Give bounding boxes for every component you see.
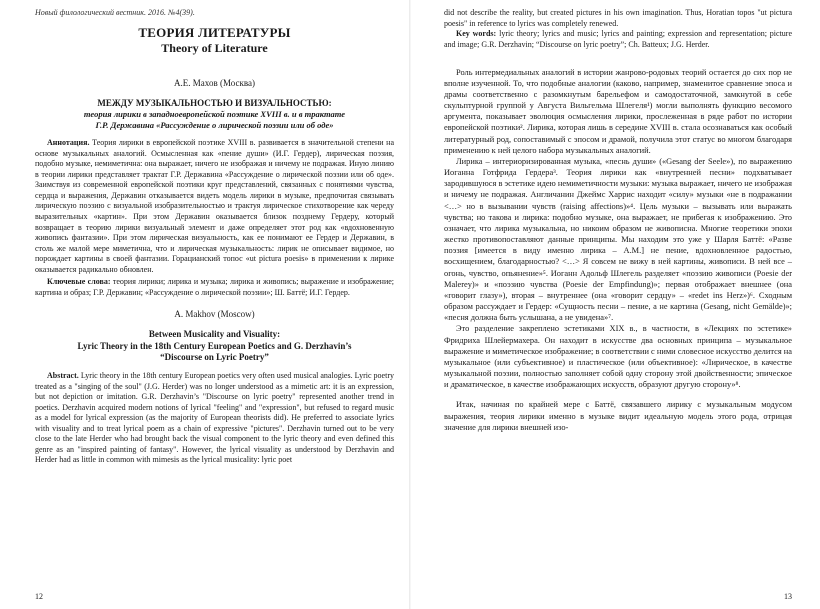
body-paragraph-3: Это разделение закреплено эстетиками XIX в., в частности, в «Лекциях по эстетике» Фридриха Шлейермахера. Он находит в искусстве два основных принципа – музыкальное выражение и миметическое изображение; в соответствии с ними словесное искусство делится на музыкальное (или субъективное) и пластическое (или объективное): «Лирическое, в качестве музыкальной поэзии, полностью заполняет собой одну сторону этой двойственности; эпическое и драматическое, в качестве изображающих искусств, образуют другую сторону»⁸. <box>444 324 792 390</box>
abstract-en <box>35 371 394 466</box>
article-title-en-2: Lyric Theory in the 18th Century European Poetics and G. Derzhavin’s <box>77 340 352 351</box>
abstract-en-continuation-block <box>444 8 792 51</box>
article-title-en-3: “Discourse on Lyric Poetry” <box>160 351 269 362</box>
abstract-en-continuation: did not describe the reality, but created pictures in his own imagination. Thus, Horatian topos "ut pictura poesis" in reference to lyrics was completely renewed. <box>444 8 792 28</box>
abstract-en-label: Abstract. <box>47 371 79 381</box>
article-title-en-1: Between Musicality and Visuality: <box>148 329 281 340</box>
section-subtitle: Theory of Literature <box>161 41 268 56</box>
abstract-ru <box>35 138 394 275</box>
running-head: Новый филологический вестник. 2016. №4(39). <box>35 8 195 17</box>
abstract-en-text: Lyric theory in the 18th century European poetics very often used musical analogies. Lyric poetry treated as a "singing of the soul" (J.G. Herder) was no longer understood as a mimetic art: it is an expression, but not depiction or imitation. G.R. Derzhavin’s "Discourse on lyric poetry" represented another trend in poetics. Derzhavin acquired modern notions of lyrical "feeling" and "expression", but refused to regard music as a model for lyrical expression (as the majority of European theorists did). He preferred to associate lyrics with visuality and to treat lyrical poem as a chain of expressive "pictures". Derzhavin turned out to be very close to the late Herder who had brought back the visual component to the lyric theory and even defined this genre as an "inspired painting of fantasy". However, the lyrical visuality as understood by Derzhavin and Herder had as little in common with mimesis as the lyrical musicality: lyric poet <box>35 371 394 465</box>
keywords-ru-text: теория лирики; лирика и музыка; лирика и живопись; выражение и изображение; картина и образ; Г.Р. Державин; «Рассуждение о лирической поэзии»; Ш. Баттё; И.Г. Гердер. <box>35 277 394 297</box>
abstract-ru-text: Теория лирики в европейской поэтике XVIII в. развивается в значительной степени на основе музыкальных аналогий. Осмысленная как «пение души» (И.Г. Гердер), лирическая поэзия, подобно музыке, немиметична: она выражает, ничего не изображая и ничему не подражая. Иную линию в теории лирики представляет трактат Г.Р. Державина «Рассуждение о лирической поэзии или об оде». Заимствуя из современной европейской поэтики круг представлений, связанных с понятиями чувства, сердца и выражения, Державин отказывается видеть модель лирики в музыке, предпочитая связывать лирическую поэзию с визуальной изобразительностью и трактуя лирическое стихотворение как череду выразительных «картин». При этом Державин оказывается близок позднему Гердеру, который возвращает в теорию лирики визуальный элемент и даже определяет этот род как «вдохновенную живопись фантазии». При этом лирическая визуальность, как ее понимают ее Гердер и Державин, в столь же малой мере миметична, что и лирическая музыкальность: лирик не описывает видимое, но порождает картины в своей фантазии. Горацианский топос «ut pictura poesis» в применении к лирике оказывается радикально обновлен. <box>35 138 394 274</box>
keywords-ru-label: Ключевые слова: <box>47 277 111 287</box>
keywords-en-text: lyric theory; lyrics and music; lyrics and painting; expression and representation; picture and image; G.R. Derzhavin; “Discourse on lyric poetry”; Ch. Batteux; J.G. Herder. <box>444 29 793 49</box>
body-paragraph-4: Итак, начиная по крайней мере с Баттё, связавшего лирику с музыкальным модусом выражения, теория лирики именно в музыке видит идеальную модель этого рода, отрицая значение для лирики внешней изо- <box>444 400 792 432</box>
right-page <box>410 0 820 609</box>
keywords-en <box>444 29 792 50</box>
page-number-right: 13 <box>784 592 792 601</box>
article-subtitle-ru-1: теория лирики в западноевропейской поэтике XVIII в. и в трактате <box>83 108 346 119</box>
section-title: ТЕОРИЯ ЛИТЕРАТУРЫ <box>138 25 291 40</box>
body-paragraph-2: Лирика – интериоризированная музыка, «песнь души» («Gesang der Seele»), по выражению Иоганна Готфрида Гердера³. Теория лирики как «внутренней песни» подхватывает зародившуюся в эстетике идею немиметичности музыки: музыка выражает, ничего не изображая и ничему не подражая. Англичанин Джеймс Харрис находит «силу» музыки «не в подражании <…> но в вызывании чувств (raising affections)»⁴. Цель музыки – вызывать или выражать чувства; но такова и лирика: подобно музыке, она выражает, не прибегая к изображению. Это означает, что лирика музыкальна, но никоим образом не живописна. Многие теоретики эпохи жестко противопоставляют данные принципы. Мы находим это уже у Шарля Баттё: «Разве поэзия [имеется в виду именно лирика – А.М.] не пение, вдохновленное радостью, восхищением, благодарностью? <…> Я совсем не вижу в ней картины, живописи. В ней все – огонь, чувство, опьянение»⁵. Иоганн Адольф Шлегель разделяет «поэзию живописи (Poesie der Malerey)» и «поэзию чувства (Poesie der Empfindung)»; первая отображает внешнее (она «говорит глазу»), вторая – внутреннее (она «говорит сердцу» – «redet ins Herz»)⁶. Сходным образом рассуждает и Гердер: «Сущность песни – пение, а не картина (Gesang, nicht Gemälde)»; «песня должна быть услышана, а не увидена»⁷. <box>444 156 792 323</box>
page-number-left: 12 <box>35 592 43 601</box>
article-subtitle-ru-2: Г.Р. Державина «Рассуждение о лирической поэзии или об оде» <box>95 119 334 130</box>
abstract-ru-label: Аннотация. <box>47 138 90 148</box>
keywords-ru <box>35 277 394 298</box>
author-en: A. Makhov (Moscow) <box>174 309 255 320</box>
keywords-en-label: Key words: <box>456 29 497 39</box>
article-title-ru: МЕЖДУ МУЗЫКАЛЬНОСТЬЮ И ВИЗУАЛЬНОСТЬЮ: <box>97 97 332 108</box>
body-paragraph-1: Роль интермедиальных аналогий в истории жанрово-родовых теорий остается до сих пор не вполне изученной. То, что подобные аналогии (каково, например, знаменитое сравнение эпоса и драмы соответственно с разомкнутым барельефом и самодостаточной, замкнутой в себе скульптурной группой у Августа Вильгельма Шлегеля¹) могли выполнять функцию весомого аргумента, показывает эволюция осмысления лирики, прослеженная в ряде работ по истории европейской поэтики². Лирика, которая лишь в середине XVIII в. стала осознаваться как особый литературный род, сопоставимый с эпосом и драмой, получила этот статус во многом благодаря применению к ней целого набора музыкальных аналогий. <box>444 67 792 155</box>
author-ru: А.Е. Махов (Москва) <box>174 77 255 88</box>
